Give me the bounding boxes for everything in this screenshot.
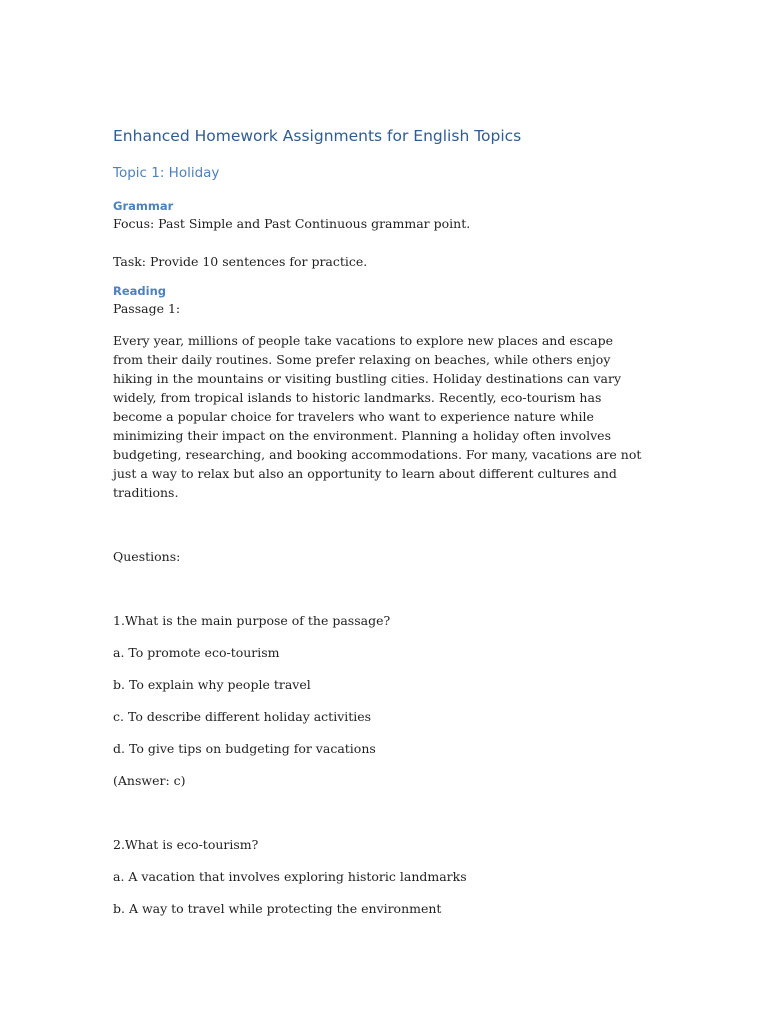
grammar-heading: Grammar xyxy=(113,199,174,213)
question-1-option-a: a. To promote eco-tourism xyxy=(113,645,280,660)
grammar-focus: Focus: Past Simple and Past Continuous grammar point. xyxy=(113,216,471,231)
question-2-option-b: b. A way to travel while protecting the environment xyxy=(113,901,442,916)
passage-text: Every year, millions of people take vacations to explore new places and escape from their daily routines. Some prefer relaxing on beaches, while others enjoy hiking in the mountains or visiting bustling cities. Holiday destinations can vary widely, from tropical islands to historic landmarks. Recently, eco-tourism has become a popular choice for travelers who want to experience nature while minimizing their impact on the environment. Planning a holiday often involves budgeting, researching, and booking accommodations. For many, vacations are not just a way to relax but also an opportunity to learn about different cultures and traditions. xyxy=(113,333,642,500)
question-1-option-d: d. To give tips on budgeting for vacations xyxy=(113,741,376,756)
grammar-task: Task: Provide 10 sentences for practice. xyxy=(113,254,368,269)
topic-heading: Topic 1: Holiday xyxy=(113,165,220,181)
question-1-answer: (Answer: c) xyxy=(113,773,186,788)
reading-heading: Reading xyxy=(113,284,167,298)
document-title: Enhanced Homework Assignments for English Topics xyxy=(113,127,522,145)
passage-label: Passage 1: xyxy=(113,301,181,316)
question-2-option-a: a. A vacation that involves exploring historic landmarks xyxy=(113,869,467,884)
question-2: 2.What is eco-tourism? xyxy=(113,837,259,852)
questions-label: Questions: xyxy=(113,549,181,564)
question-1-option-c: c. To describe different holiday activities xyxy=(113,709,372,724)
question-1-option-b: b. To explain why people travel xyxy=(113,677,311,692)
document-page xyxy=(113,125,653,918)
question-1: 1.What is the main purpose of the passage? xyxy=(113,613,391,628)
